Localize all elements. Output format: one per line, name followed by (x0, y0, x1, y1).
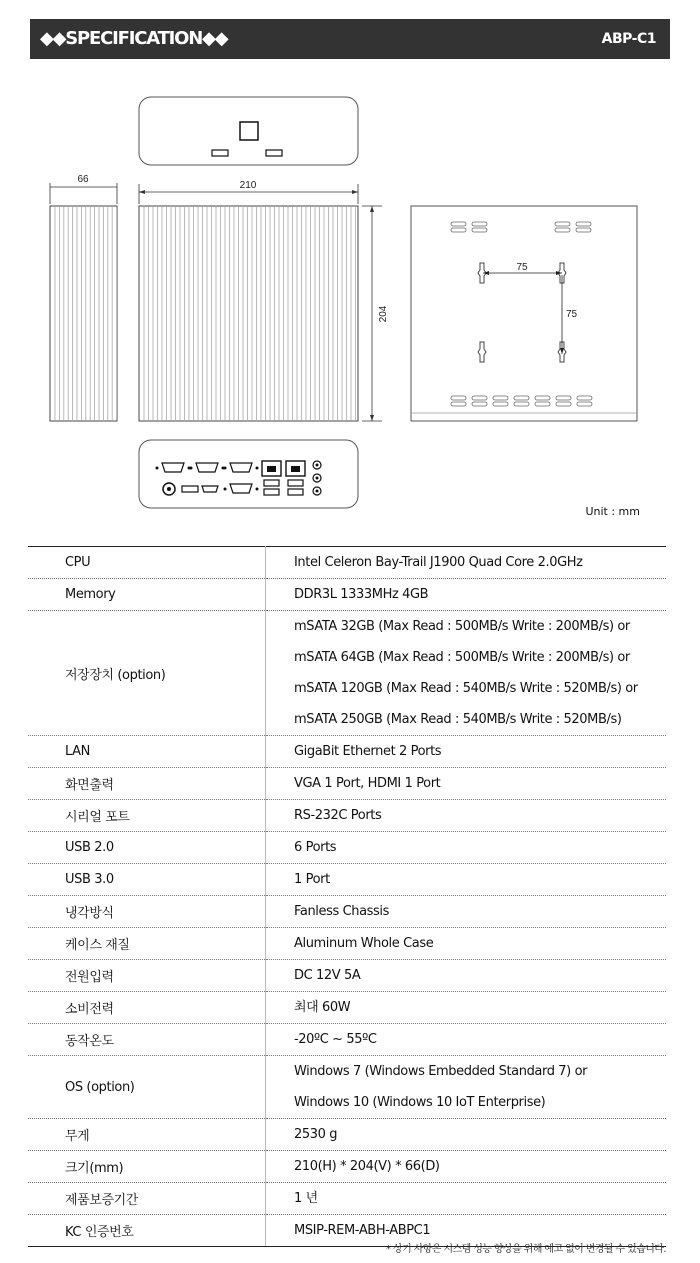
spec-value-cell (266, 1183, 667, 1215)
footnote: * 상기 사항은 시스템 성능 향상을 위해 예고 없이 변경될 수 있습니다. (386, 1244, 666, 1255)
spec-label: Memory (28, 579, 266, 611)
spec-value-cell (266, 1024, 667, 1056)
spec-label: 소비전력 (28, 992, 266, 1024)
spec-row (28, 547, 666, 579)
dim-side-width: 66 (77, 174, 89, 185)
spec-label: 무게 (28, 1119, 266, 1151)
spec-value-cell (266, 547, 667, 579)
spec-value-cell (266, 579, 667, 611)
dim-mount-horizontal: 75 (516, 262, 528, 273)
spec-row (28, 1119, 666, 1151)
spec-label: 케이스 재질 (28, 928, 266, 960)
spec-value: Aluminum Whole Case (294, 936, 434, 951)
spec-label: 화면출력 (28, 768, 266, 800)
dimension-drawings (0, 80, 700, 520)
spec-label: 크기(mm) (28, 1151, 266, 1183)
spec-value: 210(H) * 204(V) * 66(D) (294, 1159, 440, 1174)
spec-value-cell (266, 736, 667, 768)
spec-label: 저장장치 (option) (28, 611, 266, 736)
spec-value: -20ºC ~ 55ºC (294, 1032, 377, 1047)
spec-value: MSIP-REM-ABH-ABPC1 (294, 1223, 431, 1238)
spec-row (28, 611, 666, 736)
spec-value: Windows 10 (Windows 10 IoT Enterprise) (294, 1095, 546, 1110)
dim-front-width: 210 (239, 180, 257, 191)
spec-label: USB 3.0 (28, 864, 266, 896)
spec-value-cell (266, 928, 667, 960)
spec-value-cell (266, 1119, 667, 1151)
spec-row (28, 1024, 666, 1056)
spec-value: Fanless Chassis (294, 904, 389, 919)
spec-value: 1 년 (294, 1191, 318, 1206)
spec-row (28, 1183, 666, 1215)
spec-row (28, 736, 666, 768)
header-title: ◆◆SPECIFICATION◆◆ (40, 28, 228, 49)
spec-row (28, 832, 666, 864)
spec-label: CPU (28, 547, 266, 579)
spec-value: mSATA 32GB (Max Read : 500MB/s Write : 200MB/s) or (294, 619, 630, 634)
spec-value-cell (266, 896, 667, 928)
spec-value: Windows 7 (Windows Embedded Standard 7) or (294, 1064, 588, 1079)
spec-value-cell (266, 960, 667, 992)
spec-label: 제품보증기간 (28, 1183, 266, 1215)
top-view-drawing (139, 97, 358, 165)
spec-value-cell (266, 1151, 667, 1183)
spec-label: USB 2.0 (28, 832, 266, 864)
spec-label: 시리얼 포트 (28, 800, 266, 832)
spec-value-cell (266, 992, 667, 1024)
spec-label: OS (option) (28, 1056, 266, 1119)
spec-label: KC 인증번호 (28, 1215, 266, 1247)
spec-row (28, 768, 666, 800)
spec-label: 냉각방식 (28, 896, 266, 928)
spec-value-cell (266, 768, 667, 800)
spec-row (28, 928, 666, 960)
spec-value: 1 Port (294, 872, 330, 887)
spec-value: VGA 1 Port, HDMI 1 Port (294, 776, 441, 791)
spec-label: LAN (28, 736, 266, 768)
spec-label: 동작온도 (28, 1024, 266, 1056)
spec-row (28, 1056, 666, 1119)
spec-value: Intel Celeron Bay-Trail J1900 Quad Core 2.0GHz (294, 555, 583, 570)
spec-value: RS-232C Ports (294, 808, 382, 823)
unit-label: Unit : mm (585, 505, 640, 518)
spec-row (28, 992, 666, 1024)
spec-value: mSATA 120GB (Max Read : 540MB/s Write : 520MB/s) or (294, 681, 638, 696)
spec-value: 2530 g (294, 1127, 338, 1142)
spec-row (28, 1151, 666, 1183)
spec-value: GigaBit Ethernet 2 Ports (294, 744, 442, 759)
spec-row (28, 864, 666, 896)
model-name: ABP-C1 (601, 31, 656, 47)
rear-view-drawing (139, 440, 358, 508)
spec-value-cell (266, 800, 667, 832)
spec-header (30, 19, 670, 59)
spec-row (28, 579, 666, 611)
spec-row (28, 800, 666, 832)
spec-row (28, 896, 666, 928)
spec-value-cell (266, 1056, 667, 1119)
dim-height: 204 (378, 305, 389, 323)
spec-value: mSATA 250GB (Max Read : 540MB/s Write : 520MB/s) (294, 712, 622, 727)
spec-label: 전원입력 (28, 960, 266, 992)
spec-value: mSATA 64GB (Max Read : 500MB/s Write : 200MB/s) or (294, 650, 630, 665)
dim-mount-vertical: 75 (566, 309, 578, 320)
spec-value: DC 12V 5A (294, 968, 361, 983)
bottom-view-drawing (411, 206, 637, 421)
front-view-drawing (139, 180, 389, 421)
spec-row (28, 960, 666, 992)
spec-value-cell (266, 611, 667, 736)
spec-value-cell (266, 864, 667, 896)
spec-table (28, 546, 666, 1247)
spec-value: 최대 60W (294, 1000, 351, 1015)
side-view-drawing (50, 174, 117, 421)
spec-value-cell (266, 832, 667, 864)
spec-value: 6 Ports (294, 840, 337, 855)
spec-value: DDR3L 1333MHz 4GB (294, 587, 429, 602)
